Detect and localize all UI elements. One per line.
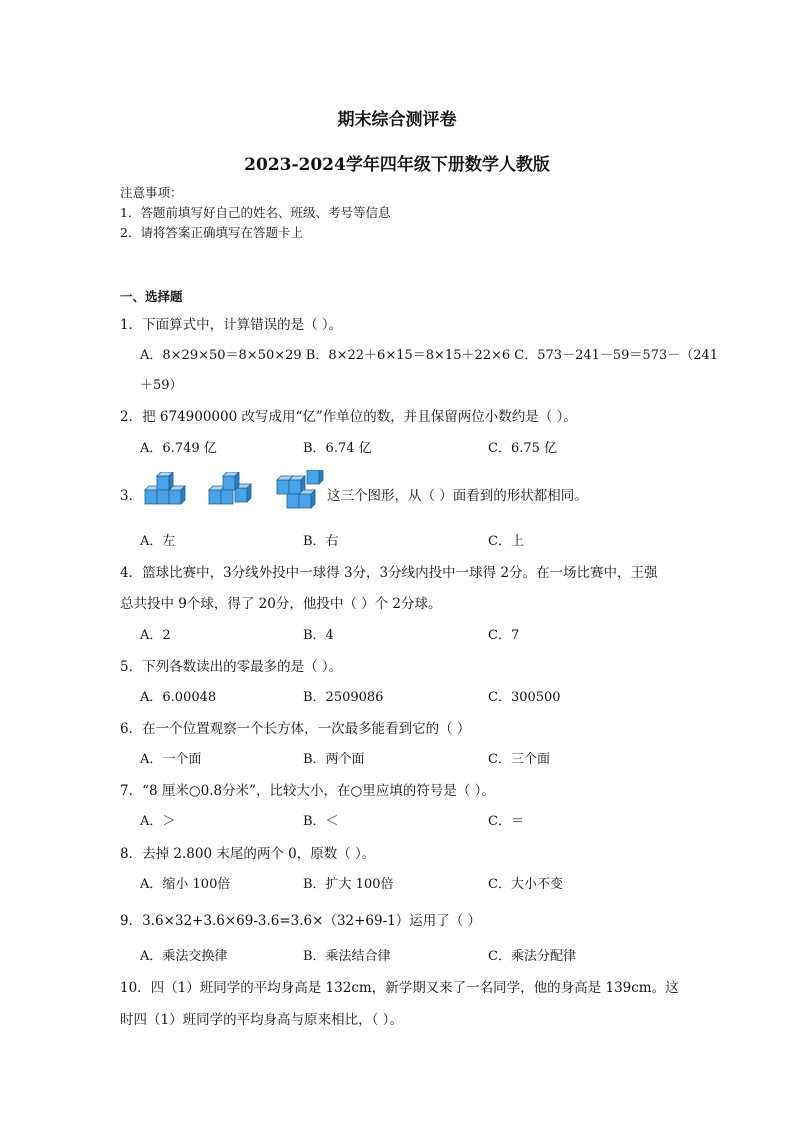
question-8-option-b: B．扩大 100倍 <box>303 877 394 892</box>
question-2-option-a: A．6.749 亿 <box>140 441 217 456</box>
question-2-option-b: B．6.74 亿 <box>303 441 372 456</box>
question-10-stem-cont: 时四（1）班同学的平均身高与原来相比，（ ）。 <box>120 1012 403 1028</box>
question-7-option-a: A．＞ <box>140 814 176 829</box>
question-8-stem: 8．去掉 2.800 末尾的两个 0，原数（ ）。 <box>120 846 376 862</box>
section-heading: 一、选择题 <box>120 289 183 304</box>
question-5-option-c: C．300500 <box>488 690 561 705</box>
question-9-option-c: C．乘法分配律 <box>488 949 576 964</box>
cube-figure-3 <box>275 470 325 512</box>
question-5-stem: 5．下列各数读出的零最多的是（ ）。 <box>120 659 343 675</box>
question-9-option-a: A．乘法交换律 <box>140 949 228 964</box>
question-7-option-c: C．＝ <box>488 814 524 829</box>
cube-figure-1 <box>143 472 189 508</box>
question-9-stem: 9．3.6×32+3.6×69-3.6=3.6×（32+69-1）运用了（ ） <box>120 913 482 929</box>
note-item-1: 1．答题前填写好自己的姓名、班级、考号等信息 <box>120 205 391 220</box>
question-7-stem: 7．“8 厘米○0.8分米”，比较大小，在○里应填的符号是（ ）。 <box>120 783 495 799</box>
question-8-option-a: A．缩小 100倍 <box>140 877 231 892</box>
question-10-stem: 10．四（1）班同学的平均身高是 132cm，新学期又来了一名同学，他的身高是 139cm。这 <box>120 980 679 996</box>
page-subtitle: 2023-2024学年四年级下册数学人教版 <box>244 155 550 175</box>
question-3-stem: 这三个图形，从（ ）面看到的形状都相同。 <box>327 488 588 504</box>
question-6-option-a: A．一个面 <box>140 752 202 767</box>
question-4-option-b: B．4 <box>303 628 334 643</box>
question-1-options-cont: ＋59） <box>140 378 183 393</box>
question-5-option-b: B．2509086 <box>303 690 384 705</box>
question-4-option-a: A．2 <box>140 628 171 643</box>
question-9-option-b: B．乘法结合律 <box>303 949 391 964</box>
question-6-option-b: B．两个面 <box>303 752 365 767</box>
question-7-option-b: B．＜ <box>303 814 339 829</box>
question-3-option-b: B．右 <box>303 534 339 549</box>
question-3-option-a: A．左 <box>140 534 176 549</box>
question-6-option-c: C．三个面 <box>488 752 550 767</box>
question-3-option-c: C．上 <box>488 534 524 549</box>
question-3-number: 3． <box>120 488 143 504</box>
question-4-stem-cont: 总共投中 9个球，得了 20分，他投中（ ）个 2分球。 <box>120 596 442 612</box>
question-5-option-a: A．6.00048 <box>140 690 217 705</box>
question-6-stem: 6．在一个位置观察一个长方体，一次最多能看到它的（ ） <box>120 721 471 737</box>
question-4-option-c: C．7 <box>488 628 520 643</box>
question-8-option-c: C．大小不变 <box>488 877 563 892</box>
question-2-stem: 2．把 674900000 改写成用“亿”作单位的数，并且保留两位小数约是（ ）。 <box>120 409 577 425</box>
question-4-stem: 4．篮球比赛中，3分线外投中一球得 3分，3分线内投中一球得 2分。在一场比赛中，王强 <box>120 565 658 581</box>
question-1-stem: 1．下面算式中，计算错误的是（ ）。 <box>120 317 343 333</box>
page-title: 期末综合测评卷 <box>337 110 457 130</box>
question-2-option-c: C．6.75 亿 <box>488 441 558 456</box>
notes-heading: 注意事项： <box>120 185 183 200</box>
note-item-2: 2．请将答案正确填写在答题卡上 <box>120 225 303 240</box>
question-1-options: A．8×29×50＝8×50×29 B．8×22＋6×15＝8×15＋22×6 C．573－241－59＝573－（241 <box>140 348 719 363</box>
cube-figure-2 <box>207 472 255 508</box>
